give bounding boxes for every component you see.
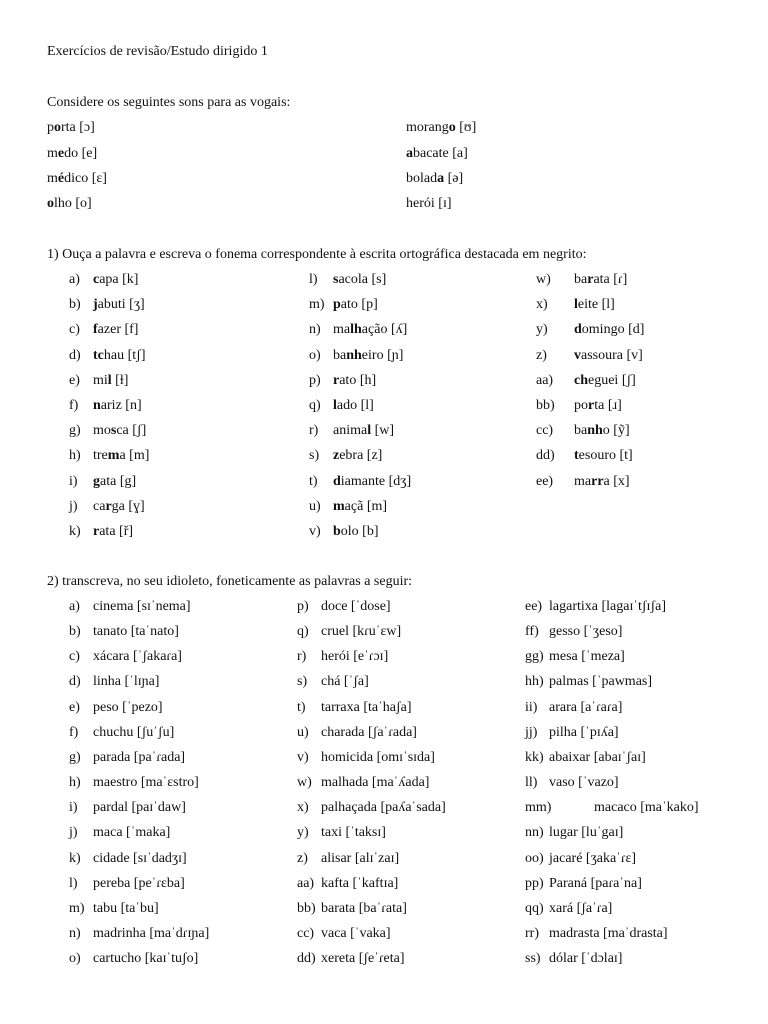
q2-item — [297, 825, 386, 841]
item-label: g) — [69, 423, 81, 439]
item-label: g) — [69, 749, 81, 765]
q2-item — [297, 901, 407, 917]
item-label: l) — [309, 272, 318, 287]
item-text: tarraxa [taˈhaʃa] — [321, 699, 412, 715]
item-text: tabu [taˈbu] — [93, 900, 159, 916]
item-text: palhaçada [paʎaˈsada] — [321, 800, 446, 816]
item-text: charada [ʃaˈɾada] — [321, 724, 417, 740]
item-text: po — [574, 398, 588, 413]
q2-item — [525, 599, 666, 615]
item-highlight: rr — [591, 473, 604, 489]
q1-item — [69, 398, 142, 414]
vowel-item: porta [ɔ] — [47, 120, 95, 135]
q1-item — [69, 297, 145, 313]
item-text: omingo [d] — [581, 322, 645, 338]
q2-item — [69, 825, 170, 841]
q1-item — [69, 272, 138, 288]
item-label: n) — [69, 925, 81, 941]
q2-item — [525, 775, 619, 791]
q2-item — [525, 674, 652, 690]
q2-item — [297, 876, 398, 892]
item-text: gesso [ˈʒeso] — [549, 624, 623, 640]
vowel-item: médico [ɛ] — [47, 171, 107, 186]
item-label: a) — [69, 599, 80, 614]
item-label: b) — [69, 297, 81, 313]
intro-text: Considere os seguintes sons para as vogais: — [47, 95, 291, 110]
item-label: e) — [69, 699, 80, 715]
item-label: hh) — [525, 674, 544, 690]
q2-item — [69, 800, 186, 816]
item-highlight: s — [110, 423, 117, 439]
item-highlight: m — [107, 448, 120, 464]
q1-item — [536, 272, 627, 288]
item-text: lugar [luˈgaɪ] — [549, 825, 624, 841]
q2-item — [297, 624, 401, 640]
item-text: ba — [333, 347, 347, 363]
item-text: o [ỹ] — [602, 423, 630, 439]
q2-item — [69, 674, 159, 690]
q2-item — [297, 926, 391, 942]
q2-item — [69, 775, 199, 791]
q1-item — [536, 322, 644, 338]
item-text: vaso [ˈvazo] — [549, 775, 619, 791]
q1-item — [536, 474, 630, 490]
q1-item — [536, 348, 643, 364]
item-text: [w] — [371, 423, 395, 439]
item-highlight: t — [574, 448, 579, 464]
q2-item — [525, 876, 642, 892]
q2-item — [69, 876, 185, 892]
item-label: l) — [69, 875, 78, 891]
q2-item — [297, 674, 369, 690]
item-text: cruel [kɾuˈɛw] — [321, 624, 402, 640]
item-label: w) — [536, 272, 551, 287]
q2-item — [69, 599, 191, 615]
item-label: d) — [69, 674, 81, 690]
q2-item — [69, 851, 187, 867]
item-label: m) — [309, 297, 325, 313]
item-highlight: z — [333, 448, 340, 464]
q2-prompt: 2) transcreva, no seu idioleto, foneticamente as palavras a seguir: — [47, 574, 413, 589]
item-text: cinema [sɪˈnema] — [93, 599, 191, 614]
item-text: a [x] — [603, 473, 630, 489]
item-text: lagartixa [lagaɪˈtʃɪʃa] — [549, 599, 666, 614]
q2-item — [69, 624, 179, 640]
item-label: mm) — [525, 800, 552, 816]
item-label: k) — [69, 524, 81, 539]
item-label: t) — [309, 473, 318, 489]
item-text: madrinha [maˈdɾɪɲa] — [93, 925, 210, 941]
item-text: ato [h] — [339, 372, 377, 388]
item-label: o) — [309, 347, 321, 363]
item-label: p) — [297, 599, 309, 614]
item-label: f) — [69, 724, 79, 740]
q1-item — [536, 297, 615, 313]
q1-item — [69, 373, 128, 389]
page-title: Exercícios de revisão/Estudo dirigido 1 — [47, 44, 268, 59]
item-text: esouro [t] — [578, 448, 633, 464]
item-highlight: d — [333, 473, 341, 489]
q2-item — [297, 725, 417, 741]
item-highlight: g — [93, 473, 100, 489]
item-label: v) — [297, 749, 309, 765]
q2-item — [297, 750, 435, 766]
q1-item — [309, 322, 407, 338]
item-label: d) — [69, 347, 81, 363]
item-text: ariz [n] — [100, 398, 142, 413]
item-text: apa [k] — [99, 272, 139, 287]
q1-item — [309, 448, 382, 464]
item-text: chuchu [ʃuˈʃu] — [93, 724, 175, 740]
item-text: Paraná [paɾaˈna] — [549, 875, 642, 891]
item-highlight: ch — [574, 372, 588, 388]
item-text: cartucho [kaɪˈtuʃo] — [93, 951, 199, 967]
item-label: u) — [309, 498, 321, 514]
item-label: s) — [309, 448, 320, 464]
item-label: r) — [309, 423, 319, 439]
item-highlight: j — [93, 297, 98, 313]
item-label: ll) — [525, 775, 538, 791]
q2-item — [69, 901, 159, 917]
item-text: eguei [ʃ] — [588, 372, 636, 388]
item-label: r) — [297, 649, 307, 665]
item-text: xereta [ʃeˈɾeta] — [321, 951, 405, 967]
item-text: eiro [ɲ] — [361, 347, 404, 363]
q2-item — [297, 775, 429, 791]
item-text: ma — [333, 322, 351, 338]
item-text: dólar [ˈdɔlaɪ] — [549, 951, 623, 967]
item-label: ee) — [536, 473, 554, 489]
q1-item — [309, 423, 394, 439]
q2-item — [525, 951, 622, 967]
item-text: kafta [ˈkaftɪa] — [321, 875, 399, 891]
vowel-item: olho [o] — [47, 196, 92, 211]
item-highlight: r — [105, 498, 112, 514]
item-highlight: b — [333, 524, 341, 539]
item-text: maca [ˈmaka] — [93, 825, 171, 841]
vowel-item: abacate [a] — [406, 146, 468, 161]
item-text: olo [b] — [340, 524, 379, 539]
item-text: ba — [574, 272, 588, 287]
item-label: bb) — [536, 398, 555, 413]
item-text: ato [p] — [340, 297, 378, 313]
item-label: h) — [69, 448, 81, 464]
q2-item — [525, 926, 668, 942]
item-label: qq) — [525, 900, 544, 916]
item-text: doce [ˈdose] — [321, 599, 391, 614]
item-label: cc) — [297, 925, 315, 941]
item-text: iamante [dʒ] — [340, 473, 412, 489]
vowel-item: medo [e] — [47, 146, 98, 161]
q2-item — [525, 649, 625, 665]
q1-item — [309, 398, 374, 414]
item-text: ba — [574, 423, 588, 439]
q1-prompt: 1) Ouça a palavra e escreva o fonema correspondente à escrita ortográfica destacada em negrito: — [47, 247, 587, 262]
q1-item — [536, 448, 633, 464]
item-highlight: f — [93, 322, 98, 338]
q1-item — [536, 423, 630, 439]
item-text: peso [ˈpezo] — [93, 699, 163, 715]
item-text: anima — [333, 423, 368, 439]
item-label: n) — [309, 322, 321, 338]
q1-item — [69, 322, 138, 338]
q1-item — [309, 373, 376, 389]
item-label: k) — [69, 850, 81, 866]
item-label: ii) — [525, 699, 538, 715]
item-highlight: p — [333, 297, 341, 313]
item-text: linha [ˈlɪɲa] — [93, 674, 160, 690]
vowel-item: morango [ʊ] — [406, 120, 477, 135]
item-highlight: s — [333, 272, 339, 287]
item-label: kk) — [525, 749, 544, 765]
item-text: tanato [taˈnato] — [93, 624, 179, 640]
item-label: v) — [309, 524, 321, 539]
item-text: tre — [93, 448, 108, 464]
item-label: z) — [536, 347, 547, 363]
item-text: ebra [z] — [339, 448, 383, 464]
item-text: azer [f] — [97, 322, 139, 338]
q2-item — [297, 800, 446, 816]
item-text: [ɫ] — [111, 372, 129, 388]
item-text: ca — [93, 498, 106, 514]
item-label: aa) — [297, 875, 315, 891]
q2-item — [69, 750, 185, 766]
item-text: homicida [omɪˈsɪda] — [321, 749, 435, 765]
item-highlight: r — [587, 272, 594, 287]
q2-item — [525, 750, 646, 766]
item-label: a) — [69, 272, 80, 287]
item-label: m) — [69, 900, 85, 916]
item-text: macaco [maˈkako] — [594, 800, 699, 816]
item-highlight: tc — [93, 347, 104, 363]
item-text: vaca [ˈvaka] — [321, 925, 391, 941]
q1-item — [309, 297, 378, 313]
item-text: pereba [peˈɾɛba] — [93, 875, 185, 891]
item-label: e) — [69, 372, 80, 388]
item-text: eite [l] — [577, 297, 615, 313]
q2-item — [297, 951, 405, 967]
item-label: aa) — [536, 372, 554, 388]
item-label: p) — [309, 372, 321, 388]
item-text: pilha [ˈpɪʎa] — [549, 724, 619, 740]
item-label: o) — [69, 951, 81, 967]
q1-item — [69, 423, 146, 439]
item-highlight: r — [93, 524, 100, 539]
q2-item — [525, 825, 623, 841]
q1-item — [536, 373, 636, 389]
item-highlight: m — [333, 498, 345, 514]
item-text: barata [baˈɾata] — [321, 900, 407, 916]
item-text: ata [ř] — [99, 524, 134, 539]
item-label: f) — [69, 398, 79, 413]
q1-item — [69, 524, 133, 540]
item-label: z) — [297, 850, 308, 866]
item-label: q) — [309, 398, 321, 413]
q1-item — [69, 499, 145, 515]
q2-item — [69, 700, 163, 716]
item-text: xácara [ˈʃakaɾa] — [93, 649, 182, 665]
item-text: ta [ɹ] — [594, 398, 622, 413]
item-text: ma — [574, 473, 592, 489]
item-label: cc) — [536, 423, 554, 439]
item-label: j) — [69, 498, 78, 514]
q2-item — [525, 624, 622, 640]
item-highlight: r — [333, 372, 340, 388]
item-text: xará [ʃaˈɾa] — [549, 900, 613, 916]
item-label: dd) — [297, 951, 316, 967]
q2-item — [525, 800, 699, 816]
item-label: c) — [69, 649, 80, 665]
q2-item — [525, 851, 636, 867]
item-label: c) — [69, 322, 80, 338]
item-text: ação [ʎ] — [361, 322, 408, 338]
item-text: parada [paˈɾada] — [93, 749, 186, 765]
item-text: ata [ɾ] — [593, 272, 628, 287]
item-highlight: c — [93, 272, 100, 287]
item-label: x) — [297, 800, 309, 816]
item-label: rr) — [525, 925, 539, 941]
item-label: h) — [69, 775, 81, 791]
item-label: s) — [297, 674, 308, 690]
item-text: arara [aˈɾaɾa] — [549, 699, 623, 715]
item-label: y) — [536, 322, 548, 338]
item-highlight: l — [107, 372, 112, 388]
item-text: jacaré [ʒakaˈɾɛ] — [549, 850, 637, 866]
item-label: w) — [297, 775, 312, 791]
item-highlight: nh — [346, 347, 362, 363]
item-text: ca [ʃ] — [116, 423, 147, 439]
item-label: u) — [297, 724, 309, 740]
q1-item — [536, 398, 622, 414]
item-highlight: v — [574, 347, 581, 363]
item-highlight: l — [574, 297, 578, 313]
item-label: jj) — [525, 724, 538, 740]
item-text: ga [ɣ] — [111, 498, 145, 514]
item-label: ss) — [525, 951, 541, 967]
q2-item — [69, 649, 182, 665]
item-label: t) — [297, 699, 306, 715]
item-label: oo) — [525, 850, 544, 866]
item-text: mesa [ˈmeza] — [549, 649, 625, 665]
q2-item — [525, 901, 612, 917]
item-label: dd) — [536, 448, 555, 464]
q1-item — [69, 348, 145, 364]
q2-item — [69, 926, 209, 942]
item-label: q) — [297, 624, 309, 640]
q1-item — [309, 524, 379, 540]
item-text: alisar [alɪˈzaɪ] — [321, 850, 400, 866]
q2-item — [297, 649, 388, 665]
item-text: malhada [maˈʎada] — [321, 775, 430, 791]
q1-item — [309, 272, 386, 288]
item-text: maestro [maˈɛstro] — [93, 775, 199, 791]
item-label: ee) — [525, 599, 543, 614]
q1-item — [69, 448, 149, 464]
item-text: abuti [ʒ] — [97, 297, 145, 313]
vowel-item: bolada [ə] — [406, 171, 464, 186]
item-text: taxi [ˈtaksɪ] — [321, 825, 386, 841]
q2-item — [69, 725, 174, 741]
q2-item — [297, 851, 399, 867]
item-text: pardal [paɪˈdaw] — [93, 800, 186, 816]
q1-item — [309, 348, 403, 364]
q1-item — [309, 474, 411, 490]
q2-item — [525, 725, 619, 741]
item-text: hau [tʃ] — [103, 347, 146, 363]
item-text: mi — [93, 372, 108, 388]
item-highlight: l — [367, 423, 372, 439]
item-highlight: nh — [587, 423, 603, 439]
item-highlight: lh — [350, 322, 362, 338]
item-text: madrasta [maˈdrasta] — [549, 925, 668, 941]
item-label: gg) — [525, 649, 544, 665]
item-text: chá [ˈʃa] — [321, 674, 369, 690]
item-text: mo — [93, 423, 111, 439]
item-text: cidade [sɪˈdadʒɪ] — [93, 850, 187, 866]
q2-item — [297, 700, 412, 716]
q1-item — [309, 499, 387, 515]
item-text: a [m] — [119, 448, 150, 464]
item-text: herói [eˈɾɔɪ] — [321, 649, 389, 665]
item-label: nn) — [525, 825, 544, 841]
item-label: i) — [69, 473, 78, 489]
item-text: açã [m] — [344, 498, 388, 514]
q2-item — [297, 599, 391, 615]
vowel-item: herói [ɪ] — [406, 196, 452, 211]
item-label: y) — [297, 825, 309, 841]
item-label: i) — [69, 800, 78, 816]
item-highlight: d — [574, 322, 582, 338]
item-label: bb) — [297, 900, 316, 916]
item-label: ff) — [525, 624, 539, 640]
item-text: acola [s] — [338, 272, 387, 287]
item-label: pp) — [525, 875, 544, 891]
item-text: ado [l] — [336, 398, 374, 413]
item-text: abaixar [abaɪˈʃaɪ] — [549, 749, 646, 765]
item-text: palmas [ˈpawmas] — [549, 674, 653, 690]
q2-item — [525, 700, 622, 716]
item-text: assoura [v] — [581, 347, 643, 363]
item-label: b) — [69, 624, 81, 640]
item-label: x) — [536, 297, 548, 313]
q2-item — [69, 951, 198, 967]
q1-item — [69, 474, 136, 490]
item-highlight: n — [93, 398, 101, 413]
item-highlight: l — [333, 398, 337, 413]
item-text: ata [g] — [100, 473, 137, 489]
item-highlight: r — [588, 398, 595, 413]
item-label: j) — [69, 825, 78, 841]
